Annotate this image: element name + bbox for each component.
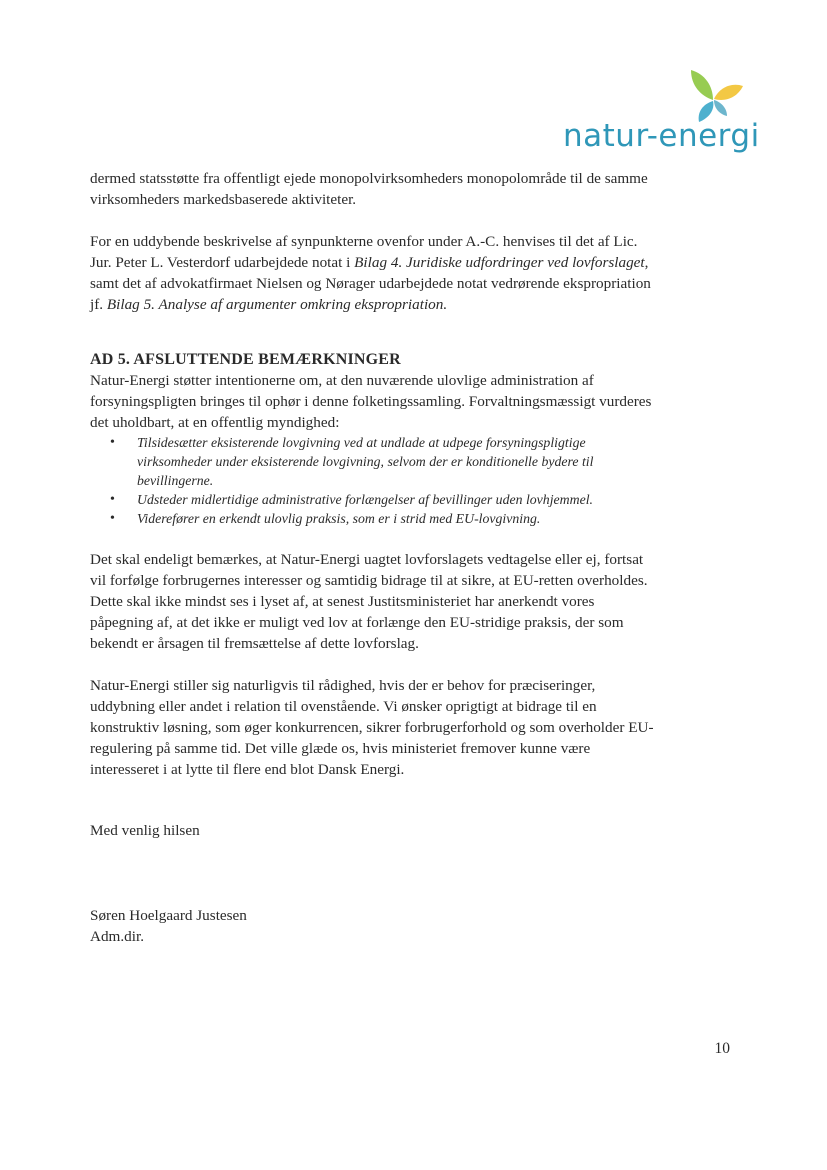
bullet-item: • Udsteder midlertidige administrative forlængelser af bevillinger uden lovhjemmel. (110, 490, 660, 509)
paragraph-intentions: Natur-Energi støtter intentionerne om, at den nuværende ulovlige administration af forsyningspligten bringes til ophør i denne folketingssamling. Forvaltningsmæssigt vurderes det uholdbart, at en offentlig myndighed: (90, 372, 652, 431)
bullet-item: • Tilsidesætter eksisterende lovgivning ved at undlade at udpege forsyningspligtige virksomheder under eksisterende lovgivning, selvom der er konditionelle bydere til bevillingerne. (110, 433, 660, 490)
bullet-item: • Viderefører en erkendt ulovlig praksis, som er i strid med EU-lovgivning. (110, 509, 660, 528)
section-heading: AD 5. AFSLUTTENDE BEMÆRKNINGER (90, 351, 401, 368)
bullet-list (90, 433, 660, 528)
company-logo (563, 66, 763, 166)
signatory-name: Søren Hoelgaard Justesen (90, 907, 247, 924)
paragraph-continuation: dermed statsstøtte fra offentligt ejede monopolvirksomheders monopolområde til de samme virksomheders markedsbaserede aktiviteter. (90, 170, 648, 208)
appendix-4-reference: Bilag 4. Juridiske udfordringer ved lovforslaget (354, 254, 645, 271)
references-text-start: For en uddybende beskrivelse af synpunkterne ovenfor under A.-C. henvises til det af Lic. Jur. Peter L. Vesterdorf udarbejdede notat i (90, 233, 638, 271)
appendix-5-reference: Bilag 5. Analyse af argumenter omkring ekspropriation. (106, 296, 448, 313)
signatory-title: Adm.dir. (90, 928, 145, 945)
leaf-logo-icon (683, 66, 745, 122)
logo-wordmark: natur-energi (563, 118, 760, 154)
references-text-mid: , samt det af advokatfirmaet Nielsen og Nørager udarbejdede notat vedrørende ekspropriation jf. (90, 254, 651, 313)
paragraph-availability: Natur-Energi stiller sig naturligvis til rådighed, hvis der er behov for præciseringer, uddybning eller andet i relation til ovenstående. Vi ønsker oprigtigt at bidrage til en konstruktiv løsning, som øger konkurrencen, sikrer forbrugerforhold og som overholder EU-regulering på samme tid. Det ville glæde os, hvis ministeriet fremover kunne være interesseret i at lytte til flere end blot Dansk Energi. (90, 677, 654, 778)
paragraph-references (90, 231, 660, 315)
paragraph-final-remarks: Det skal endeligt bemærkes, at Natur-Energi uagtet lovforslagets vedtagelse eller ej, fortsat vil forfølge forbrugernes interesser og samtidig bidrage til at sikre, at EU-retten overholdes. Dette skal ikke mindst ses i lyset af, at senest Justitsministeriet har anerkendt vores påpegning af, at det ikke er muligt ved lov at forlænge den EU-stridige praksis, der som bekendt er årsagen til fremsættelse af dette lovforslag. (90, 551, 648, 652)
page-number: 10 (714, 1040, 730, 1057)
letter-body (90, 168, 660, 947)
closing-greeting: Med venlig hilsen (90, 822, 200, 839)
